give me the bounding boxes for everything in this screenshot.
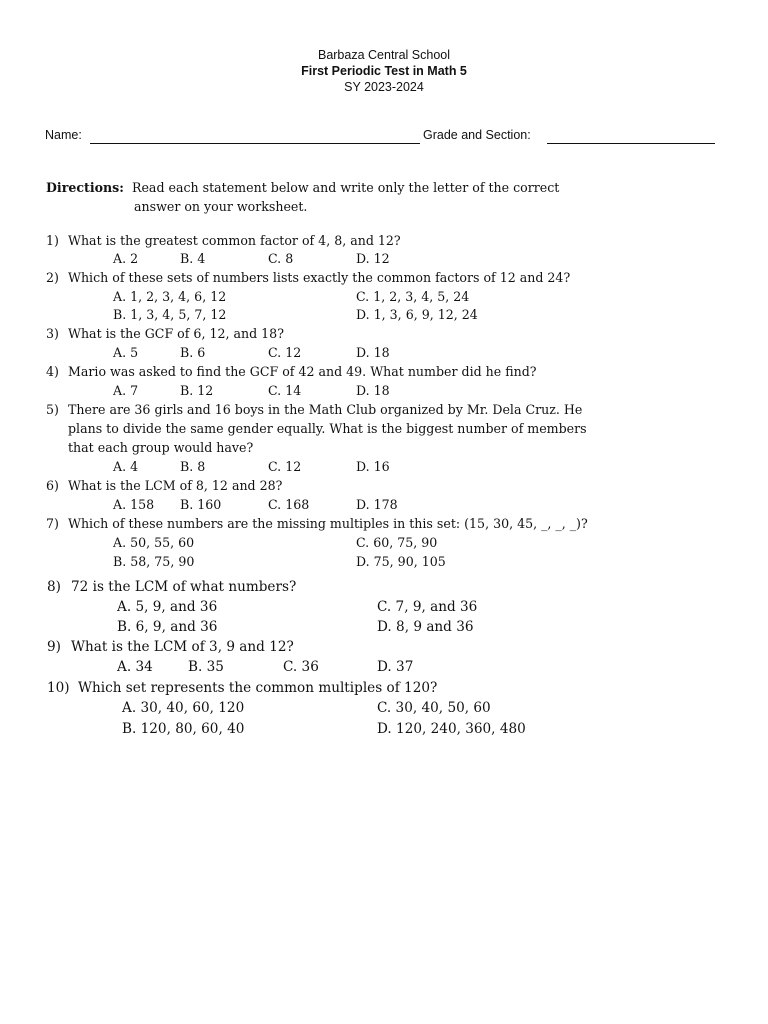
question-text: What is the GCF of 6, 12, and 18? — [68, 326, 284, 341]
question-number: 3) — [46, 326, 59, 341]
choice-b: B. 6 — [180, 345, 206, 360]
question-text: What is the greatest common factor of 4, 8, and 12? — [68, 233, 401, 248]
choice-c: C. 30, 40, 50, 60 — [377, 700, 491, 716]
choice-a: A. 2 — [113, 251, 139, 266]
choice-a: A. 50, 55, 60 — [113, 535, 195, 550]
school-year: SY 2023-2024 — [344, 80, 424, 94]
choice-b: B. 8 — [180, 459, 206, 474]
name-label: Name: — [45, 128, 82, 142]
choice-c: C. 1, 2, 3, 4, 5, 24 — [356, 289, 470, 304]
choice-b: B. 35 — [188, 659, 224, 675]
choice-d: D. 75, 90, 105 — [356, 554, 446, 569]
question-text: 72 is the LCM of what numbers? — [71, 579, 297, 595]
choice-a: A. 158 — [113, 497, 155, 512]
question-number: 6) — [46, 478, 59, 493]
question-number: 10) — [47, 680, 70, 696]
choice-c: C. 60, 75, 90 — [356, 535, 438, 550]
question-text: What is the LCM of 3, 9 and 12? — [71, 639, 294, 655]
directions-line-2: answer on your worksheet. — [134, 199, 308, 214]
choice-c: C. 36 — [283, 659, 319, 675]
choice-a: A. 30, 40, 60, 120 — [122, 700, 245, 716]
choice-c: C. 8 — [268, 251, 294, 266]
choice-d: D. 120, 240, 360, 480 — [377, 721, 526, 737]
choice-b: B. 12 — [180, 383, 214, 398]
question-text: Which of these sets of numbers lists exactly the common factors of 12 and 24? — [68, 270, 571, 285]
question-text: What is the LCM of 8, 12 and 28? — [68, 478, 283, 493]
test-title: First Periodic Test in Math 5 — [301, 64, 467, 78]
directions-label: Directions: — [46, 180, 124, 195]
choice-a: A. 7 — [113, 383, 139, 398]
question-number: 4) — [46, 364, 59, 379]
choice-b: B. 160 — [180, 497, 222, 512]
choice-d: D. 18 — [356, 345, 390, 360]
choice-a: A. 34 — [117, 659, 153, 675]
student-info-row — [45, 128, 725, 146]
choice-c: C. 14 — [268, 383, 302, 398]
choice-a: A. 5 — [113, 345, 139, 360]
choice-a: A. 1, 2, 3, 4, 6, 12 — [113, 289, 227, 304]
question-number: 9) — [47, 639, 61, 655]
choice-d: D. 18 — [356, 383, 390, 398]
choice-d: D. 178 — [356, 497, 398, 512]
choice-a: A. 4 — [113, 459, 139, 474]
name-blank-line — [90, 143, 420, 144]
choice-b: B. 120, 80, 60, 40 — [122, 721, 245, 737]
school-name: Barbaza Central School — [317, 48, 451, 62]
question-text-line-3: that each group would have? — [68, 440, 254, 455]
question-number: 2) — [46, 270, 59, 285]
grade-section-blank-line — [547, 143, 715, 144]
directions-line-1: Read each statement below and write only the letter of the correct — [132, 180, 560, 195]
choice-c: C. 12 — [268, 459, 302, 474]
question-text-line-2: plans to divide the same gender equally. What is the biggest number of members — [68, 421, 587, 436]
choice-b: B. 4 — [180, 251, 206, 266]
question-number: 5) — [46, 402, 59, 417]
choice-a: A. 5, 9, and 36 — [117, 599, 218, 615]
question-text: Which of these numbers are the missing multiples in this set: (15, 30, 45, _, _, _)? — [68, 516, 588, 531]
choice-b: B. 6, 9, and 36 — [117, 619, 218, 635]
question-text: Mario was asked to find the GCF of 42 and 49. What number did he find? — [68, 364, 537, 379]
choice-b: B. 1, 3, 4, 5, 7, 12 — [113, 307, 227, 322]
question-number: 7) — [46, 516, 59, 531]
choice-c: C. 168 — [268, 497, 310, 512]
grade-section-label: Grade and Section: — [423, 128, 531, 142]
choice-d: D. 37 — [377, 659, 414, 675]
question-text-line-1: There are 36 girls and 16 boys in the Math Club organized by Mr. Dela Cruz. He — [68, 402, 583, 417]
choice-d: D. 1, 3, 6, 9, 12, 24 — [356, 307, 478, 322]
choice-d: D. 16 — [356, 459, 390, 474]
choice-c: C. 12 — [268, 345, 302, 360]
choice-b: B. 58, 75, 90 — [113, 554, 195, 569]
choice-c: C. 7, 9, and 36 — [377, 599, 478, 615]
question-text: Which set represents the common multiples of 120? — [78, 680, 438, 696]
choice-d: D. 8, 9 and 36 — [377, 619, 474, 635]
question-number: 8) — [47, 579, 61, 595]
choice-d: D. 12 — [356, 251, 390, 266]
question-number: 1) — [46, 233, 59, 248]
